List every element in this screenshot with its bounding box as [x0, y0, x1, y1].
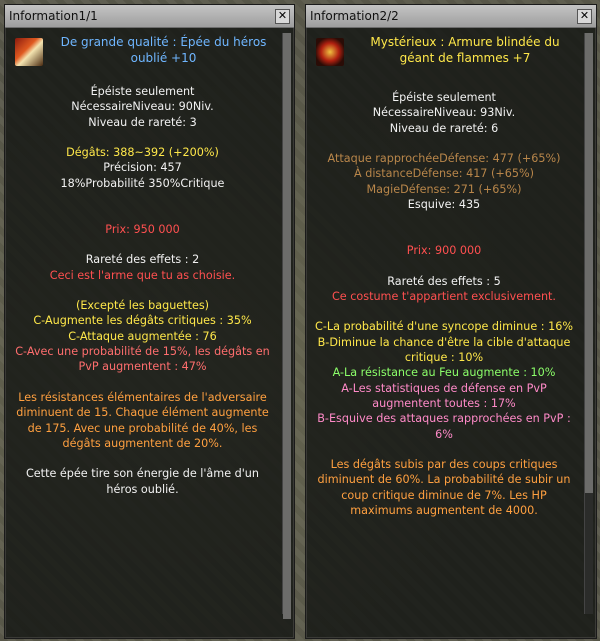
level-requirement: NécessaireNiveau: 93Niv.	[372, 106, 516, 120]
effect-line: B-Diminue la chance d'être la cible d'attaque critique : 10%	[317, 335, 571, 365]
armor-icon	[316, 38, 344, 66]
effect-line: B-Esquive des attaques rapprochées en PvP : 6%	[317, 412, 571, 441]
effect-line: C-Avec une probabilité de 15%, les dégâts en PvP augmentent : 47%	[15, 345, 270, 374]
precision-stat: Précision: 457	[103, 161, 182, 175]
effect-line: A-Les statistiques de défense en PvP augmentent toutes : 17%	[341, 381, 547, 410]
panel-1-titlebar[interactable]	[5, 5, 294, 28]
effect-line: C-Attaque augmentée : 76	[68, 329, 217, 343]
effect-line: A-La résistance au Feu augmente : 10%	[332, 366, 556, 380]
set-effect: Les dégâts subis par des coups critiques diminuent de 60%. La probabilité de subir un coup critique diminue de 7%. Les HP maximums augmentent de 4000.	[317, 458, 571, 518]
close-icon[interactable]: ✕	[275, 9, 290, 24]
item-description: Cette épée tire son énergie de l'âme d'un héros oublié.	[25, 467, 259, 496]
magic-defense-stat: MagieDéfense: 271 (+65%)	[366, 182, 522, 196]
panel-2-titlebar[interactable]	[306, 5, 596, 28]
rarity-level: Niveau de rareté: 3	[88, 115, 197, 129]
item-info-panel-1	[4, 4, 295, 639]
class-requirement: Épéiste seulement	[90, 85, 195, 98]
set-effect: Les résistances élémentaires de l'adversaire diminuent de 15. Chaque élément augmente de 175. Avec une probabilité de 40%, les dégâts augmentent de 20%.	[16, 390, 269, 450]
ranged-defense-stat: À distanceDéfense: 417 (+65%)	[354, 167, 534, 181]
class-requirement: Épéiste seulement	[392, 91, 496, 104]
item-name: Mystérieux : Armure blindée du géant de flammes +7	[370, 35, 560, 65]
panel-1-title: Information1/1	[9, 9, 98, 23]
critical-stat: 18%Probabilité 350%Critique	[60, 176, 225, 190]
effect-rarity: Rareté des effets : 5	[387, 274, 501, 288]
price: Prix: 950 000	[105, 222, 180, 236]
effect-line: C-Augmente les dégâts critiques : 35%	[33, 314, 252, 328]
rarity-level: Niveau de rareté: 6	[389, 121, 499, 135]
close-icon[interactable]: ✕	[577, 9, 592, 24]
price: Prix: 900 000	[406, 243, 482, 257]
panel-2-title: Information2/2	[310, 9, 399, 23]
melee-defense-stat: Attaque rapprochéeDéfense: 477 (+65%)	[327, 152, 561, 166]
effect-rarity: Rareté des effets : 2	[85, 253, 200, 267]
chosen-weapon-note: Ceci est l'arme que tu as choisie.	[49, 268, 236, 282]
damage-stat: Dégâts: 388~392 (+200%)	[66, 146, 219, 160]
item-info-panel-2	[305, 4, 597, 639]
except-note: (Excepté les baguettes)	[75, 299, 210, 313]
sword-icon	[15, 38, 43, 66]
level-requirement: NécessaireNiveau: 90Niv.	[71, 100, 214, 114]
item-name: De grande qualité : Épée du héros oublié +10	[60, 35, 267, 65]
exclusive-note: Ce costume t'appartient exclusivement.	[332, 289, 556, 303]
dodge-stat: Esquive: 435	[407, 198, 481, 212]
effect-line: C-La probabilité d'une syncope diminue : 16%	[315, 320, 573, 334]
